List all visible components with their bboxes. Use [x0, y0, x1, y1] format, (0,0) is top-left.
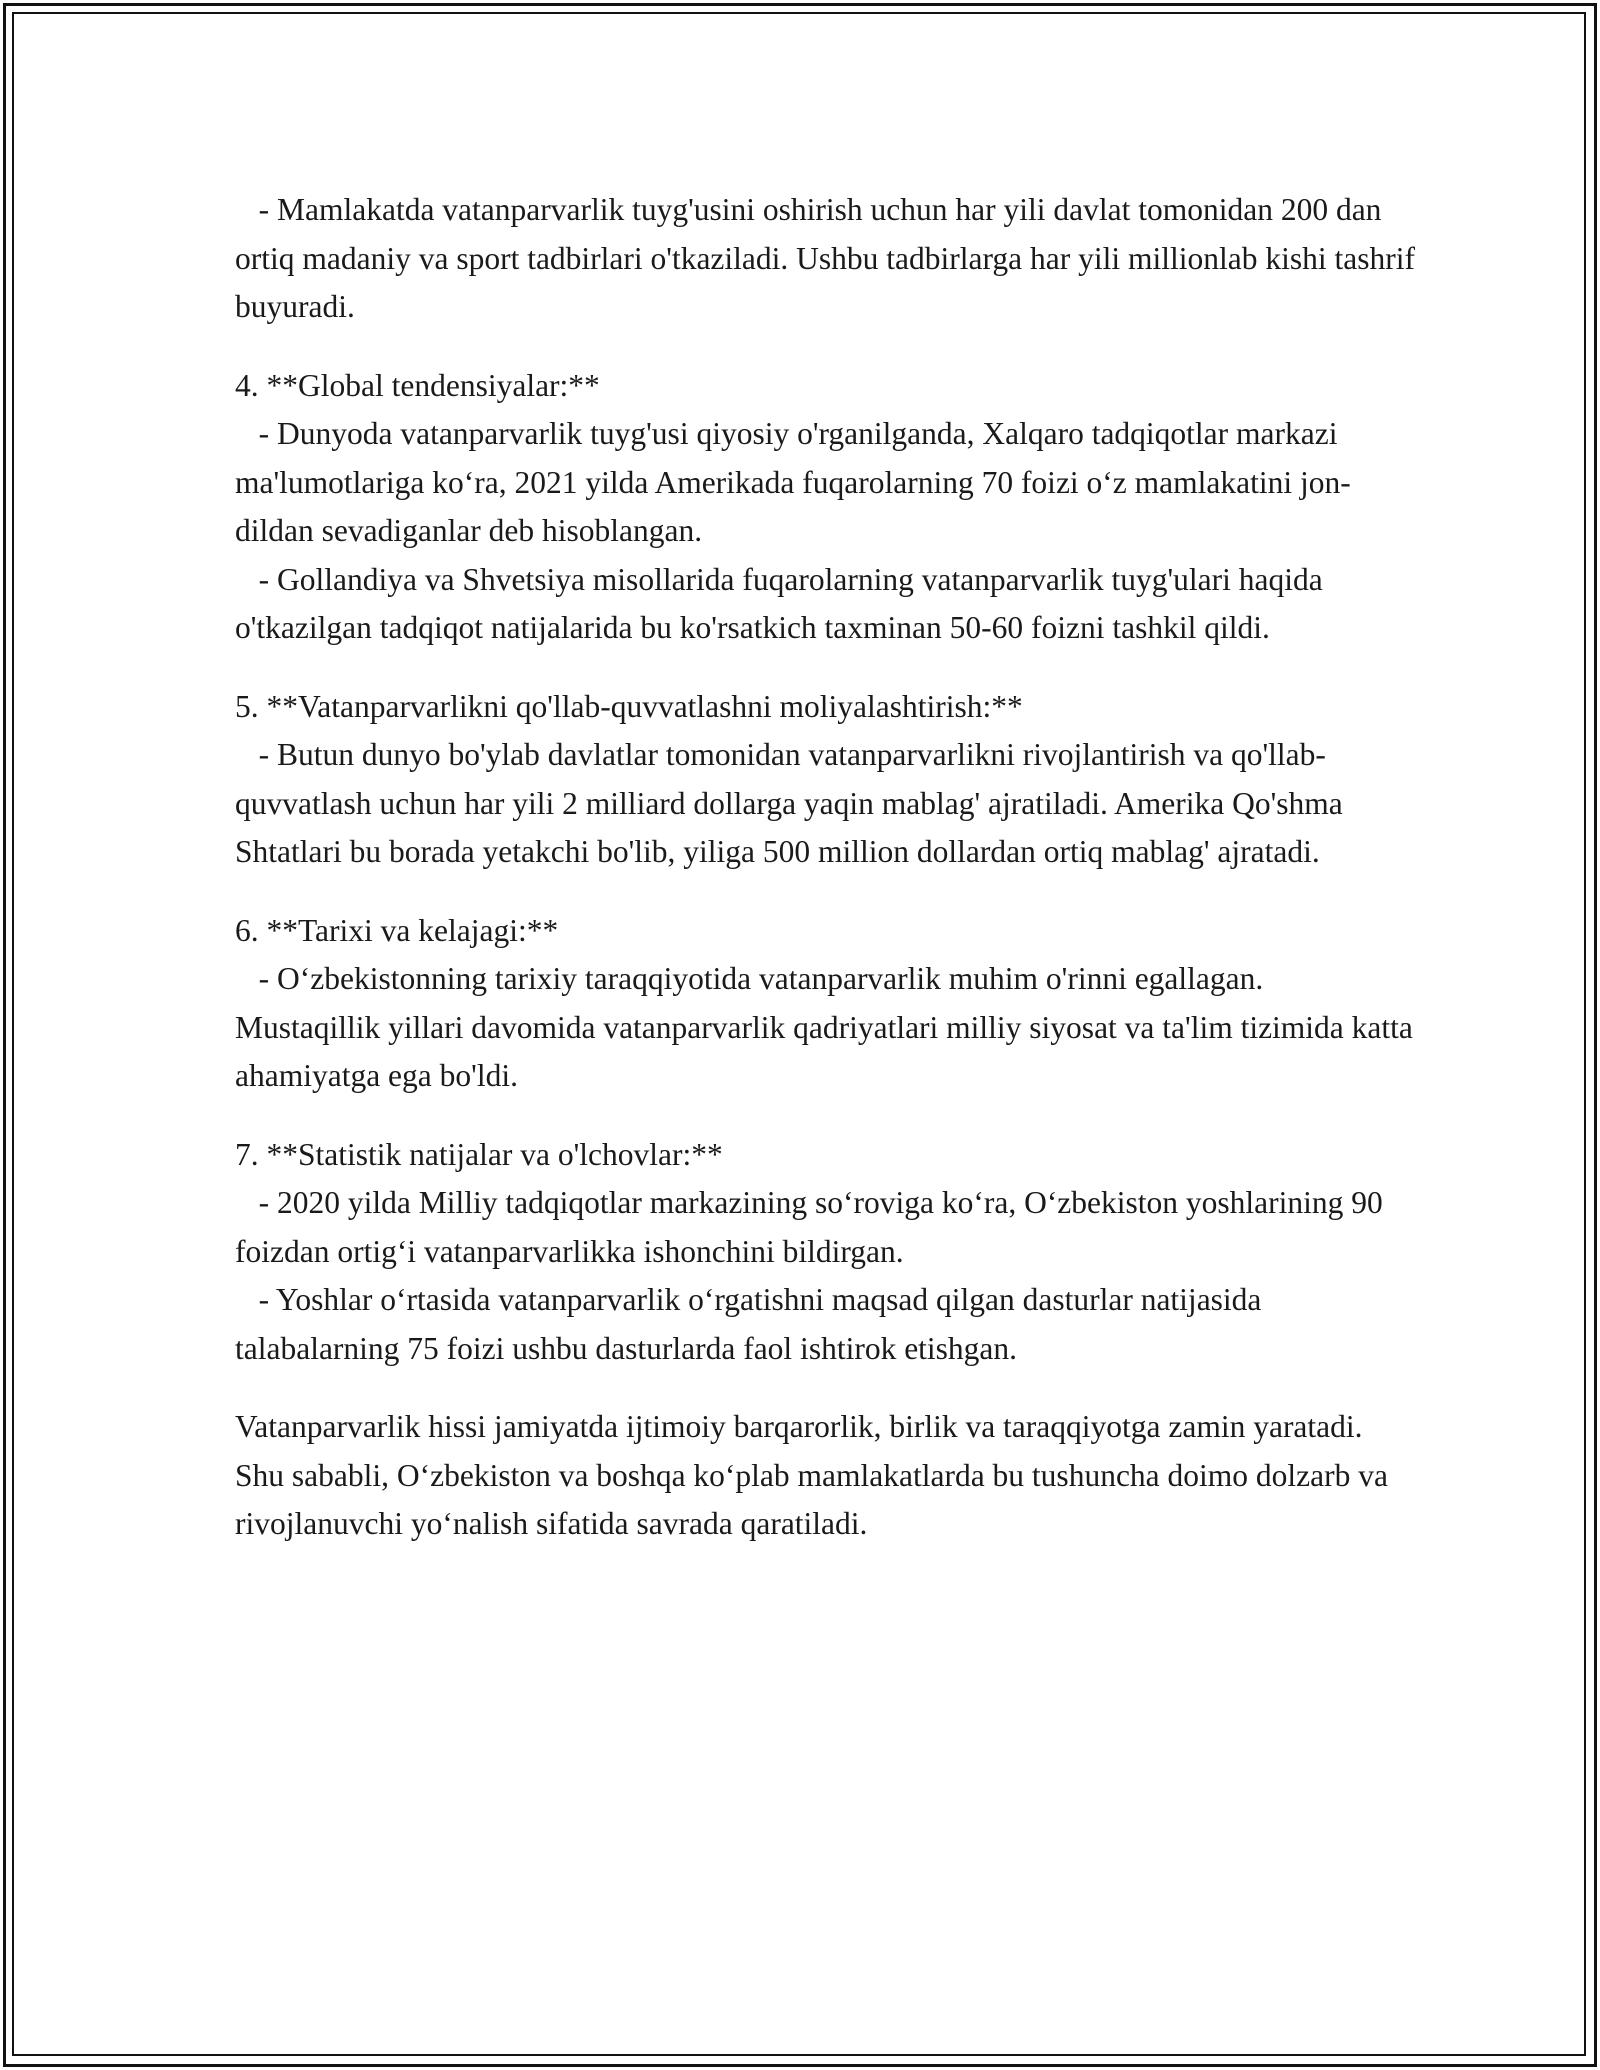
section-heading-4: 4. **Global tendensiyalar:**: [235, 367, 600, 403]
section-7-bullet-1: - 2020 yilda Milliy tadqiqotlar markazining so‘roviga ko‘ra, O‘zbekiston yoshlarining 90 foizdan ortig‘i vatanparvarlikka ishonchini bildirgan.: [235, 1185, 1391, 1269]
closing-paragraph: Vatanparvarlik hissi jamiyatda ijtimoiy barqarorlik, birlik va taraqqiyotga zamin yaratadi. Shu sababli, O‘zbekiston va boshqa ko‘plab mamlakatlarda bu tushuncha doimo dolzarb va rivojlanuvchi yo‘nalish sifatida savrada qaratiladi.: [235, 1409, 1388, 1541]
section-4-bullet-1: - Dunyoda vatanparvarlik tuyg'usi qiyosiy o'rganilganda, Xalqaro tadqiqotlar markazi ma'lumotlariga ko‘ra, 2021 yilda Amerikada fuqarolarning 70 foizi o‘z mamlakatini jon-dildan sevadiganlar deb hisoblangan.: [235, 416, 1351, 548]
section-7-bullet-2: - Yoshlar o‘rtasida vatanparvarlik o‘rgatishni maqsad qilgan dasturlar natijasida talabalarning 75 foizi ushbu dasturlarda faol ishtirok etishgan.: [235, 1282, 1270, 1366]
intro-bullet: - Mamlakatda vatanparvarlik tuyg'usini oshirish uchun har yili davlat tomonidan 200 dan ortiq madaniy va sport tadbirlari o'tkaziladi. Ushbu tadbirlarga har yili millionlab kishi tashrif buyuradi.: [235, 192, 1423, 324]
section-heading-5: 5. **Vatanparvarlikni qo'llab-quvvatlashni moliyalashtirish:**: [235, 688, 1023, 724]
section-heading-6: 6. **Tarixi va kelajagi:**: [235, 912, 559, 948]
section-4-bullet-2: - Gollandiya va Shvetsiya misollarida fuqarolarning vatanparvarlik tuyg'ulari haqida o'tkazilgan tadqiqot natijalarida bu ko'rsatkich taxminan 50-60 foizni tashkil qildi.: [235, 561, 1331, 645]
section-5-bullet-1: - Butun dunyo bo'ylab davlatlar tomonidan vatanparvarlikni rivojlantirish va qo'llab-quvvatlash uchun har yili 2 milliard dollarga yaqin mablag' ajratiladi. Amerika Qo'shma Shtatlari bu borada yetakchi bo'lib, yiliga 500 million dollardan ortiq mablag' ajratadi.: [235, 737, 1351, 869]
section-6-bullet-1: - O‘zbekistonning tarixiy taraqqiyotida vatanparvarlik muhim o'rinni egallagan. Mustaqillik yillari davomida vatanparvarlik qadriyatlari milliy siyosat va ta'lim tizimida katta ahamiyatga ega bo'ldi.: [235, 961, 1421, 1093]
section-heading-7: 7. **Statistik natijalar va o'lchovlar:**: [235, 1136, 723, 1172]
document-body: [235, 186, 1423, 1549]
